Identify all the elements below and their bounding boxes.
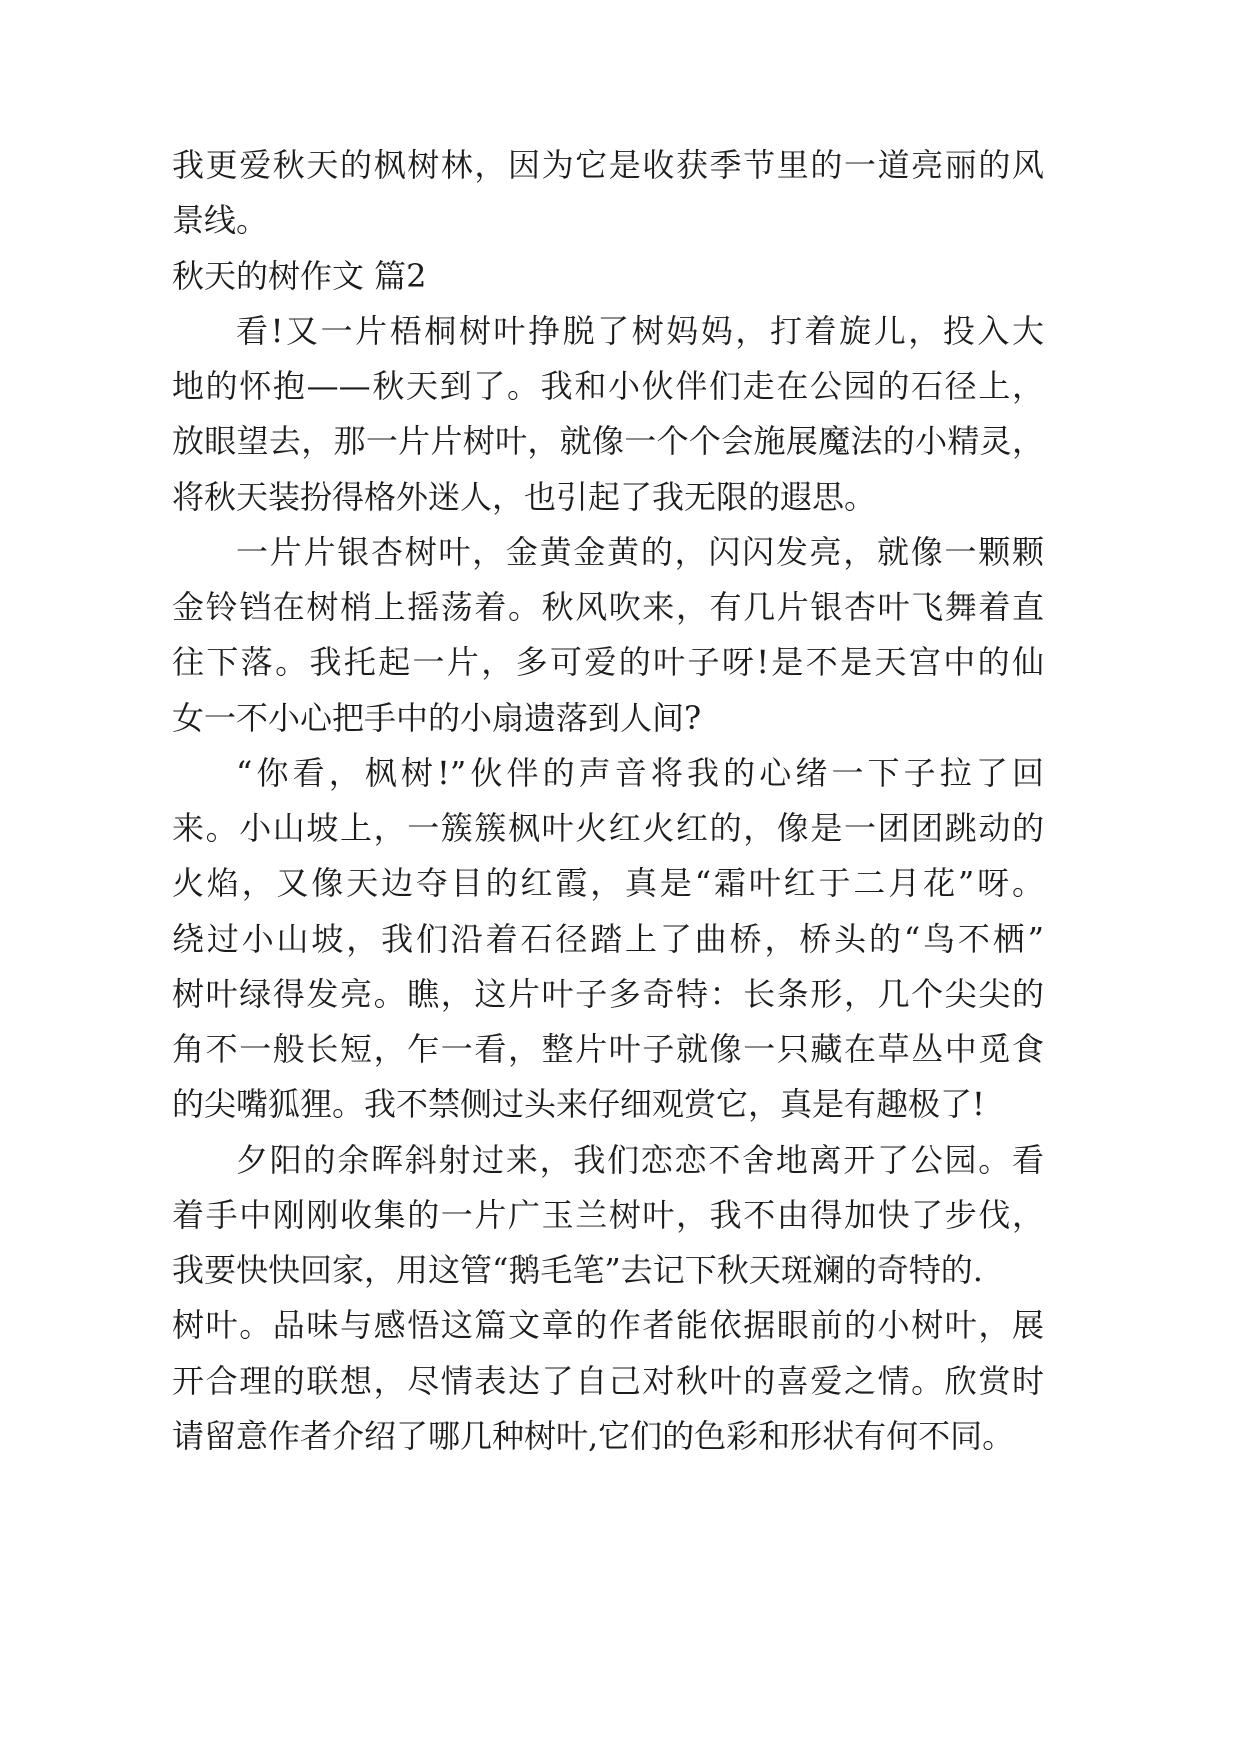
text-line: 我更爱秋天的枫树林，因为它是收获季节里的一道亮丽的风 — [172, 146, 1044, 184]
text-line: 看!又一片梧桐树叶挣脱了树妈妈，打着旋儿，投入大 — [236, 311, 1044, 350]
text-line: 一片片银杏树叶，金黄金黄的，闪闪发亮，就像一颗颗 — [236, 532, 1044, 571]
text-line: 地的怀抱——秋天到了。我和小伙伴们走在公园的石径上， — [172, 367, 1044, 405]
intro-paragraph — [172, 138, 1044, 249]
paragraph — [172, 304, 1044, 525]
text-line: 的尖嘴狐狸。我不禁侧过头来仔细观赏它，真是有趣极了! — [172, 1085, 985, 1124]
text-line: 角不一般长短，乍一看，整片叶子就像一只藏在草丛中觅食 — [172, 1030, 1044, 1068]
text-line: 开合理的联想，尽情表达了自己对秋叶的喜爱之情。欣赏时 — [172, 1361, 1044, 1400]
text-line: 景线。 — [172, 201, 269, 240]
paragraph — [172, 1133, 1044, 1465]
text-line: 夕阳的余晖斜射过来，我们恋恋不舍地离开了公园。看 — [236, 1140, 1044, 1179]
text-line: “你看，枫树!”伙伴的声音将我的心绪一下子拉了回 — [236, 753, 1044, 792]
text-line: 往下落。我托起一片，多可爱的叶子呀!是不是天宫中的仙 — [172, 643, 1044, 682]
text-line: 来。小山坡上，一簇簇枫叶火红火红的，像是一团团跳动的 — [172, 809, 1044, 847]
text-line: 放眼望去，那一片片树叶，就像一个个会施展魔法的小精灵， — [172, 422, 1044, 461]
text-line: 将秋天装扮得格外迷人，也引起了我无限的遐思。 — [172, 477, 877, 516]
paragraph — [172, 525, 1044, 746]
text-line: 请留意作者介绍了哪几种树叶,它们的色彩和形状有何不同。 — [172, 1416, 1015, 1455]
paragraph — [172, 746, 1044, 1133]
text-line: 树叶绿得发亮。瞧，这片叶子多奇特：长条形，几个尖尖的 — [172, 974, 1044, 1013]
text-line: 绕过小山坡，我们沿着石径踏上了曲桥，桥头的“鸟不栖” — [172, 919, 1044, 958]
section-heading: 秋天的树作文 篇2 — [172, 256, 427, 295]
text-line: 金铃铛在树梢上摇荡着。秋风吹来，有几片银杏叶飞舞着直 — [172, 588, 1044, 626]
text-line: 女一不小心把手中的小扇遗落到人间? — [172, 698, 702, 737]
text-line: 火焰，又像天边夺目的红霞，真是“霜叶红于二月花”呀。 — [172, 864, 1044, 903]
document-body — [172, 138, 1044, 1464]
text-line: 我要快快回家，用这管“鹅毛笔”去记下秋天斑斓的奇特的. — [172, 1251, 983, 1289]
text-line: 树叶。品味与感悟这篇文章的作者能依据眼前的小树叶，展 — [172, 1306, 1044, 1345]
text-line: 着手中刚刚收集的一片广玉兰树叶，我不由得加快了步伐， — [172, 1195, 1044, 1234]
